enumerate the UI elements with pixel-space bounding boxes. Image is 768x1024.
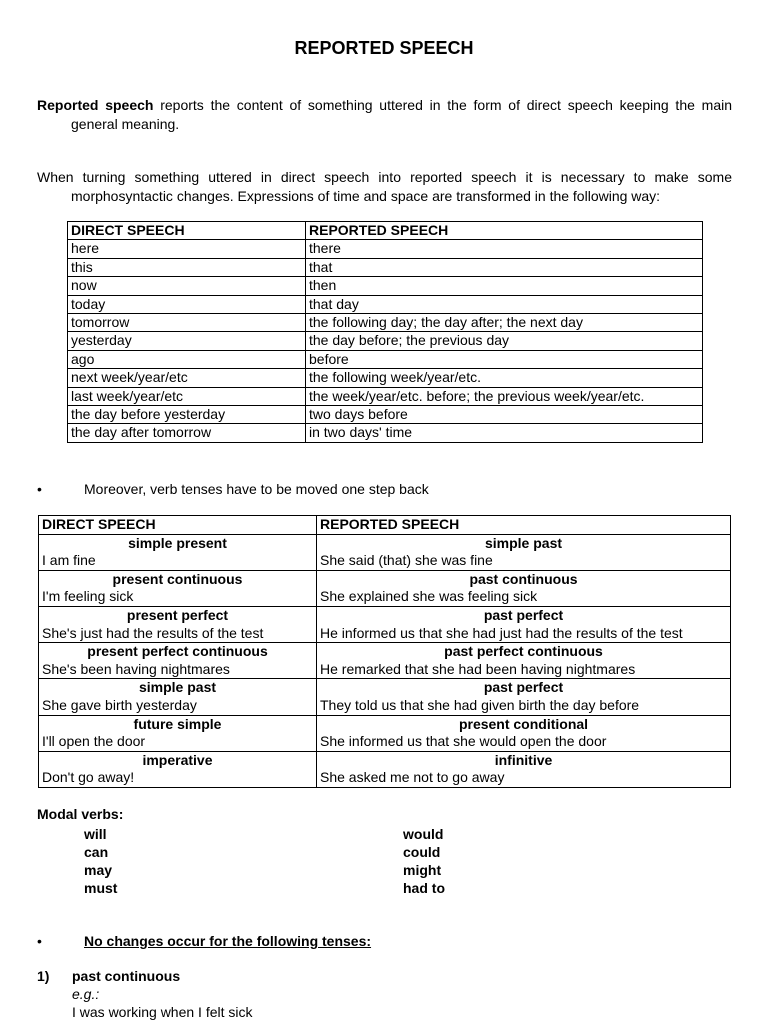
verb-tense-table: [38, 515, 731, 788]
table-header-cell: REPORTED SPEECH: [306, 222, 703, 240]
example-text: She's just had the results of the test: [42, 624, 264, 641]
example-text: She explained she was feeling sick: [320, 588, 538, 605]
table-cell: [317, 534, 731, 570]
table-cell: last week/year/etc: [68, 387, 306, 405]
tense-name: simple past: [138, 679, 217, 696]
table-cell: there: [306, 240, 703, 258]
table-header-row: [68, 222, 703, 240]
modal-verbs-heading: Modal verbs:: [37, 806, 124, 822]
tense-name: present perfect: [126, 606, 229, 623]
item-title: past continuous: [72, 968, 181, 984]
tense-name: simple past: [484, 534, 563, 551]
table-cell: the day after tomorrow: [68, 424, 306, 442]
table-header-cell: DIRECT SPEECH: [39, 516, 317, 535]
modal-reported-item: had to: [403, 880, 445, 896]
table-cell: the following day; the day after; the next day: [306, 314, 703, 332]
modal-reported-item: might: [403, 862, 442, 878]
table-cell: the day before yesterday: [68, 406, 306, 424]
table-row: [39, 679, 731, 715]
table-cell: ago: [68, 350, 306, 368]
tense-name: imperative: [142, 751, 213, 768]
table-cell: tomorrow: [68, 314, 306, 332]
bullet-icon: •: [37, 933, 42, 949]
table-cell: [39, 643, 317, 679]
table-row: [68, 295, 703, 313]
tense-name: past perfect continuous: [444, 643, 603, 660]
tense-name: past perfect: [483, 679, 564, 696]
table-row: [68, 258, 703, 276]
eg-label: e.g.:: [72, 986, 100, 1002]
table-cell: the week/year/etc. before; the previous week/year/etc.: [306, 387, 703, 405]
table-row: [39, 534, 731, 570]
table-cell: before: [306, 350, 703, 368]
table-header-cell: REPORTED SPEECH: [317, 516, 731, 535]
page-title: REPORTED SPEECH: [294, 38, 474, 58]
table-cell: two days before: [306, 406, 703, 424]
table-cell: that day: [306, 295, 703, 313]
modal-direct-item: will: [84, 826, 107, 842]
modal-reported-item: would: [403, 826, 444, 842]
example-text: I am fine: [42, 552, 96, 569]
tense-name: future simple: [133, 715, 222, 732]
intro-paragraph: [37, 96, 732, 134]
tense-name: present perfect continuous: [87, 643, 268, 660]
table-header-cell: DIRECT SPEECH: [68, 222, 306, 240]
modal-direct-item: may: [84, 862, 113, 878]
table-row: [68, 332, 703, 350]
explanation-text: When turning something uttered in direct speech into reported speech it is necessary to make some morphosyntactic changes. Expressions of time and space are transformed in the following way:: [37, 169, 732, 204]
tense-name: present continuous: [112, 570, 243, 587]
table-cell: the day before; the previous day: [306, 332, 703, 350]
example-text: She informed us that she would open the door: [320, 733, 607, 750]
modal-direct-list: [84, 825, 117, 897]
table-row: [68, 277, 703, 295]
table-cell: [39, 606, 317, 642]
table-cell: [317, 751, 731, 787]
explanation-paragraph: [37, 168, 732, 206]
table-row: [68, 369, 703, 387]
table-cell: [39, 715, 317, 751]
modal-direct-item: must: [84, 880, 118, 896]
tense-name: infinitive: [494, 751, 553, 768]
table-row: [68, 406, 703, 424]
intro-term: Reported speech: [37, 97, 154, 113]
table-cell: [317, 643, 731, 679]
table-cell: the following week/year/etc.: [306, 369, 703, 387]
table-row: [68, 314, 703, 332]
table-row: [68, 387, 703, 405]
tense-name: present conditional: [458, 715, 589, 732]
example-text: She said (that) she was fine: [320, 552, 493, 569]
example-text: She gave birth yesterday: [42, 696, 197, 713]
example-text: He informed us that she had just had the results of the test: [320, 624, 683, 641]
example-text: He remarked that she had been having nightmares: [320, 660, 636, 677]
modal-reported-list: [403, 825, 445, 897]
example-text: Don't go away!: [42, 769, 135, 786]
table-row: [68, 240, 703, 258]
table-cell: this: [68, 258, 306, 276]
item-number: 1): [37, 968, 50, 984]
table-cell: yesterday: [68, 332, 306, 350]
example-text: They told us that she had given birth the day before: [320, 696, 640, 713]
bullet-text: Moreover, verb tenses have to be moved one step back: [84, 481, 429, 497]
table-cell: [39, 751, 317, 787]
modal-direct-item: can: [84, 844, 109, 860]
example-text: She's been having nightmares: [42, 660, 230, 677]
example-text: She asked me not to go away: [320, 769, 505, 786]
table-cell: here: [68, 240, 306, 258]
tense-name: simple present: [128, 534, 227, 551]
table-cell: [317, 606, 731, 642]
table-cell: [317, 570, 731, 606]
example-text: I'll open the door: [42, 733, 146, 750]
bullet-icon: •: [37, 481, 42, 497]
table-row: [39, 751, 731, 787]
modal-reported-item: could: [403, 844, 441, 860]
table-cell: in two days' time: [306, 424, 703, 442]
table-cell: [39, 679, 317, 715]
table-cell: that: [306, 258, 703, 276]
table-cell: now: [68, 277, 306, 295]
no-changes-heading: No changes occur for the following tenses:: [84, 933, 372, 949]
table-row: [39, 643, 731, 679]
table-cell: [39, 570, 317, 606]
intro-text: reports the content of something uttered in the form of direct speech keeping the main general meaning.: [71, 97, 732, 132]
table-cell: then: [306, 277, 703, 295]
table-row: [39, 715, 731, 751]
table-cell: [39, 534, 317, 570]
tense-name: past continuous: [469, 570, 578, 587]
table-cell: [317, 679, 731, 715]
table-cell: today: [68, 295, 306, 313]
table-cell: next week/year/etc: [68, 369, 306, 387]
table-row: [39, 606, 731, 642]
table-header-row: [39, 516, 731, 535]
table-row: [39, 570, 731, 606]
example-text: I was working when I felt sick: [72, 1004, 253, 1020]
time-space-table: [67, 221, 703, 443]
table-row: [68, 424, 703, 442]
example-text: I'm feeling sick: [42, 588, 134, 605]
table-row: [68, 350, 703, 368]
table-cell: [317, 715, 731, 751]
tense-name: past perfect: [483, 606, 564, 623]
